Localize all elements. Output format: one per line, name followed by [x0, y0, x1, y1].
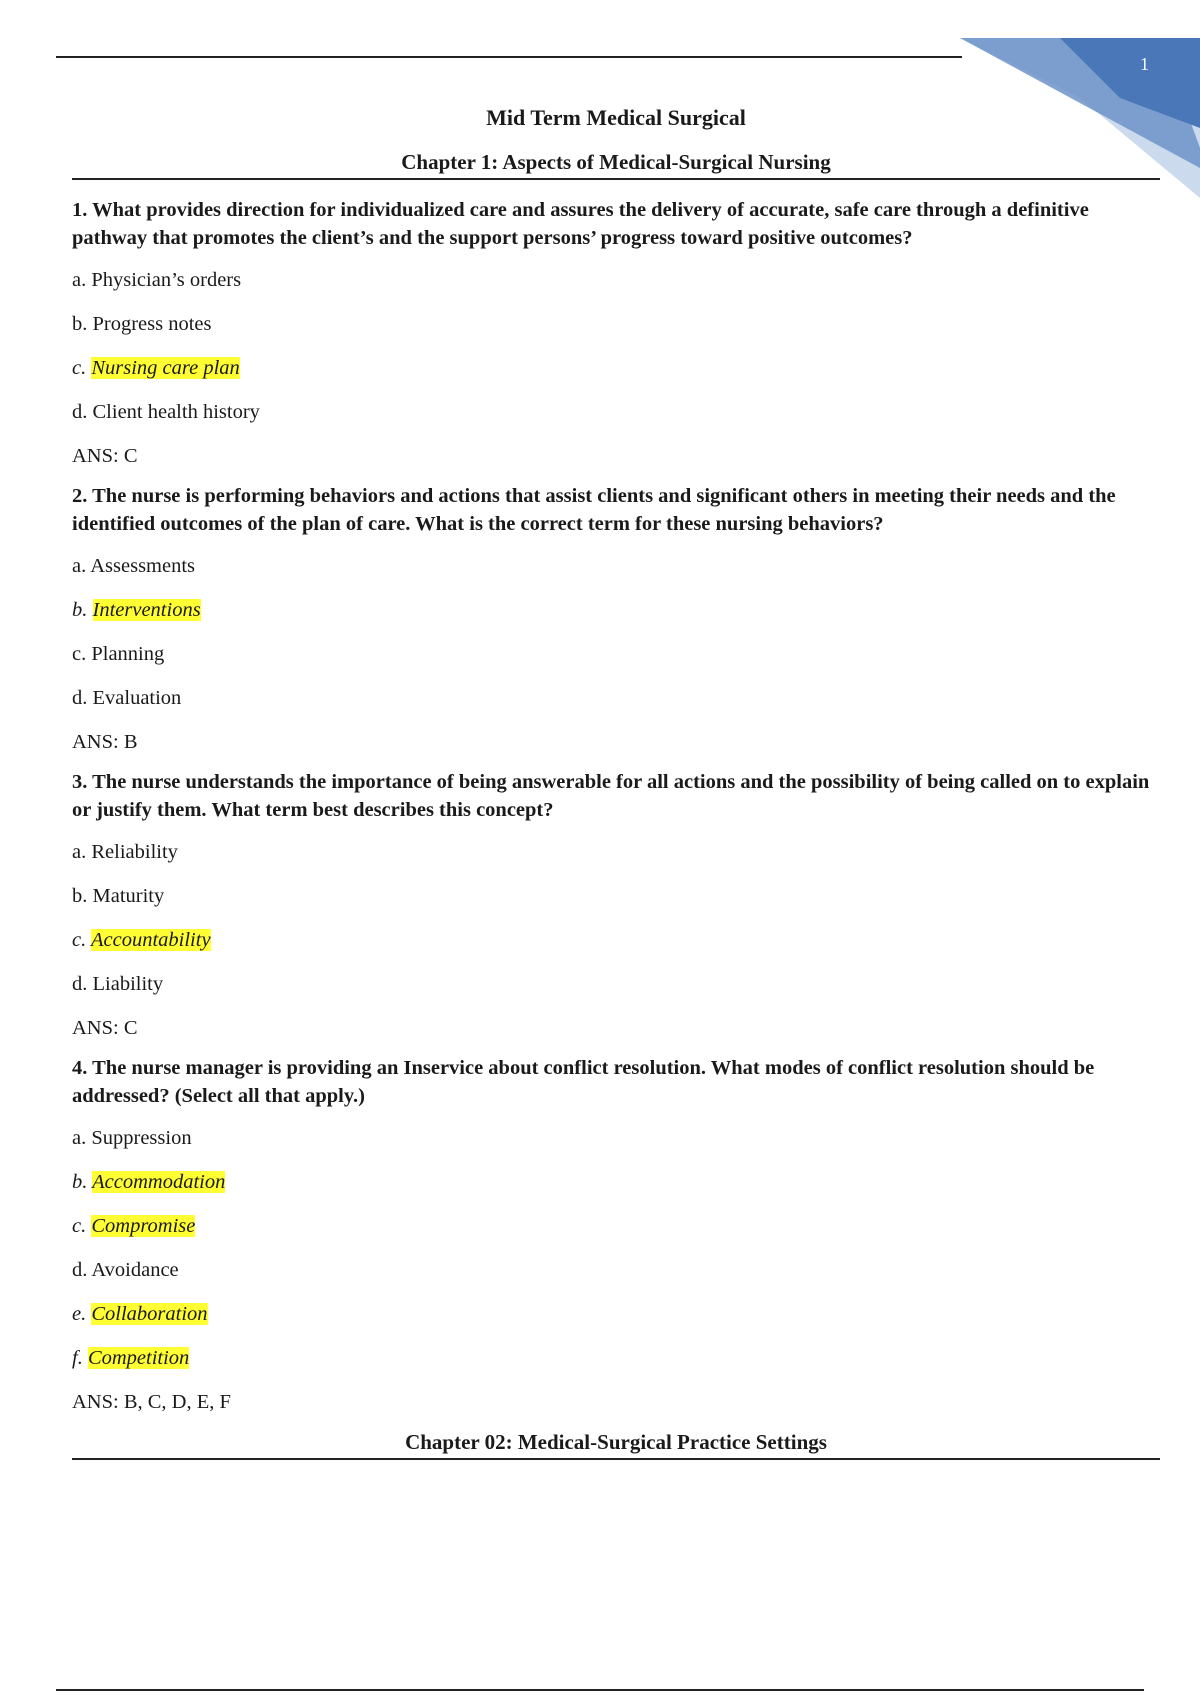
option-letter: b.	[72, 885, 88, 907]
answer-option	[72, 1124, 1160, 1152]
answer-key: ANS: C	[72, 445, 138, 467]
highlighted-option-text: Collaboration	[91, 1303, 208, 1325]
correct-answer-option	[72, 1212, 1160, 1240]
option-text: Planning	[91, 643, 165, 665]
question-text: 1. What provides direction for individualized care and assures the delivery of accurate, safe care through a definitive pathway that promotes the client’s and the support persons’ progress toward positive outcomes?	[72, 199, 1089, 249]
highlighted-option-text: Compromise	[91, 1215, 196, 1237]
header-rule	[56, 56, 962, 58]
question-text: 4. The nurse manager is providing an Inservice about conflict resolution. What modes of conflict resolution should be addressed? (Select all that apply.)	[72, 1057, 1095, 1107]
option-letter: b.	[72, 599, 88, 621]
footer-rule	[56, 1689, 1144, 1691]
option-text: Liability	[92, 973, 164, 995]
option-text: Client health history	[92, 401, 260, 423]
highlighted-option-text: Nursing care plan	[91, 357, 240, 379]
correct-answer-option	[72, 1344, 1160, 1372]
answer-option	[72, 398, 1160, 426]
option-letter: e.	[72, 1303, 87, 1325]
document-title: Mid Term Medical Surgical	[486, 105, 746, 130]
option-letter: b.	[72, 1171, 88, 1193]
answer-option	[72, 640, 1160, 668]
highlighted-option-text: Competition	[87, 1347, 190, 1369]
correct-answer-option	[72, 596, 1160, 624]
option-text: Progress notes	[92, 313, 212, 335]
option-letter: a.	[72, 1127, 87, 1149]
option-letter: c.	[72, 357, 87, 379]
answer-option	[72, 684, 1160, 712]
answer-key: ANS: B, C, D, E, F	[72, 1391, 231, 1413]
correct-answer-option	[72, 1168, 1160, 1196]
highlighted-option-text: Accountability	[91, 929, 211, 951]
option-letter: d.	[72, 401, 88, 423]
answer-option	[72, 970, 1160, 998]
option-letter: d.	[72, 973, 88, 995]
option-text: Maturity	[92, 885, 165, 907]
highlighted-option-text: Accommodation	[92, 1171, 226, 1193]
answer-key: ANS: C	[72, 1017, 138, 1039]
answer-option	[72, 310, 1160, 338]
option-letter: d.	[72, 1259, 88, 1281]
answer-option	[72, 1256, 1160, 1284]
option-letter: a.	[72, 269, 87, 291]
correct-answer-option	[72, 354, 1160, 382]
document-header	[72, 104, 1160, 180]
option-letter: a.	[72, 555, 87, 577]
chapter-heading: Chapter 1: Aspects of Medical-Surgical Nursing	[72, 148, 1160, 180]
option-text: Assessments	[90, 555, 196, 577]
option-letter: c.	[72, 643, 87, 665]
option-text: Suppression	[91, 1127, 192, 1149]
page-number: 1	[1140, 54, 1149, 74]
highlighted-option-text: Interventions	[92, 599, 201, 621]
option-letter: c.	[72, 1215, 87, 1237]
option-letter: c.	[72, 929, 87, 951]
answer-key: ANS: B	[72, 731, 138, 753]
option-text: Physician’s orders	[91, 269, 242, 291]
answer-option	[72, 882, 1160, 910]
option-letter: b.	[72, 313, 88, 335]
option-letter: d.	[72, 687, 88, 709]
correct-answer-option	[72, 1300, 1160, 1328]
quiz-content	[72, 196, 1160, 1460]
answer-option	[72, 552, 1160, 580]
option-text: Avoidance	[91, 1259, 179, 1281]
question-text: 2. The nurse is performing behaviors and actions that assist clients and significant others in meeting their needs and the identified outcomes of the plan of care. What is the correct term for these nursing behaviors?	[72, 485, 1116, 535]
answer-option	[72, 838, 1160, 866]
option-letter: a.	[72, 841, 87, 863]
option-text: Reliability	[91, 841, 178, 863]
correct-answer-option	[72, 926, 1160, 954]
question-text: 3. The nurse understands the importance of being answerable for all actions and the possibility of being called on to explain or justify them. What term best describes this concept?	[72, 771, 1150, 821]
chapter-heading: Chapter 02: Medical-Surgical Practice Settings	[72, 1428, 1160, 1460]
answer-option	[72, 266, 1160, 294]
option-text: Evaluation	[92, 687, 182, 709]
option-letter: f.	[72, 1347, 83, 1369]
